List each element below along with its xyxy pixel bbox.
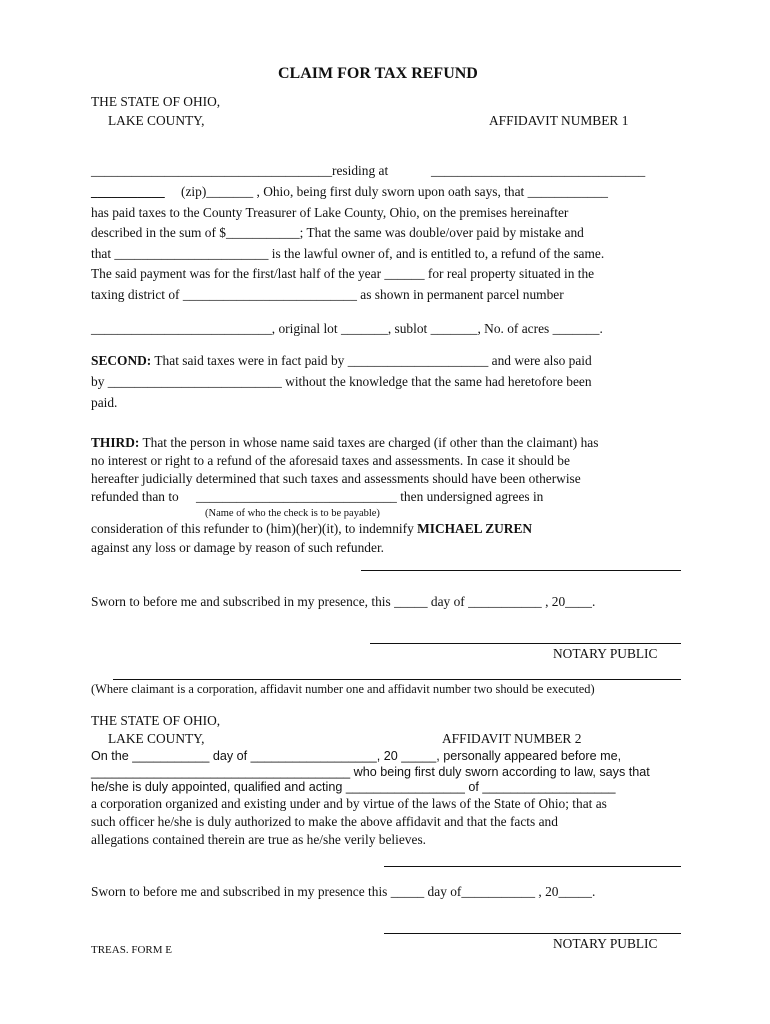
form-footer: TREAS. FORM E <box>91 944 172 956</box>
aff1-line-1b: ________________________________ <box>431 163 646 178</box>
aff1-line-2a: ___________ <box>91 184 165 199</box>
aff1-county: LAKE COUNTY, <box>108 113 205 128</box>
aff2-notary: NOTARY PUBLIC <box>553 936 658 951</box>
third-line-4b: ______________________________ then undersigned agrees in <box>196 489 544 504</box>
second-line-3: paid. <box>91 395 118 410</box>
aff2-line-6: allegations contained therein are true as he/she verily believes. <box>91 832 427 847</box>
aff2-line-5: such officer he/she is duly authorized to make the above affidavit and that the facts and <box>91 814 558 829</box>
aff2-line-1: On the ___________ day of __________________, 20 _____, personally appeared before me, <box>91 749 622 763</box>
aff1-line-7: taxing district of __________________________ as shown in permanent parcel number <box>91 287 564 302</box>
third-line-4a: refunded than to <box>91 489 179 504</box>
aff2-county: LAKE COUNTY, <box>108 731 205 746</box>
third-line-1 <box>91 435 598 451</box>
aff2-number: AFFIDAVIT NUMBER 2 <box>442 731 582 746</box>
aff2-signature-line <box>384 866 681 867</box>
corporation-note: (Where claimant is a corporation, affidavit number one and affidavit number two should be executed) <box>91 682 595 696</box>
section-divider <box>113 679 681 680</box>
aff1-number: AFFIDAVIT NUMBER 1 <box>489 113 629 128</box>
third-line-2: no interest or right to a refund of the aforesaid taxes and assessments. In case it should be <box>91 453 570 468</box>
second-heading: SECOND: <box>91 353 152 368</box>
aff1-line-3: has paid taxes to the County Treasurer of Lake County, Ohio, on the premises hereinafter <box>91 205 569 220</box>
aff1-state: THE STATE OF OHIO, <box>91 94 221 109</box>
aff1-line-8: ___________________________, original lot _______, sublot _______, No. of acres _______. <box>91 321 603 336</box>
second-text-1: That said taxes were in fact paid by _____________________ and were also paid <box>151 353 592 368</box>
second-line-2: by __________________________ without the knowledge that the same had heretofore been <box>91 374 592 389</box>
second-line-1 <box>91 353 592 369</box>
aff1-line-2b: (zip)_______ , Ohio, being first duly sworn upon oath says, that ____________ <box>181 184 608 199</box>
aff2-sworn: Sworn to before me and subscribed in my presence this _____ day of___________ , 20_____. <box>91 884 596 899</box>
claimant-signature-line <box>361 570 681 571</box>
notary-signature-line-2 <box>384 933 681 934</box>
aff1-line-5: that _______________________ is the lawful owner of, and is entitled to, a refund of the same. <box>91 246 605 261</box>
third-text-5: consideration of this refunder to (him)(her)(it), to indemnify <box>91 521 418 536</box>
payable-note: (Name of who the check is to be payable) <box>205 508 380 519</box>
aff1-line-4: described in the sum of $___________; That the same was double/over paid by mistake and <box>91 225 584 240</box>
third-heading: THIRD: <box>91 435 140 450</box>
indemnify-name: MICHAEL ZUREN <box>417 521 533 536</box>
third-line-3: hereafter judicially determined that such taxes and assessments should have been otherwise <box>91 471 581 486</box>
aff2-line-3: he/she is duly appointed, qualified and acting _________________ of ___________________ <box>91 780 616 794</box>
form-title: CLAIM FOR TAX REFUND <box>278 65 478 82</box>
aff1-notary: NOTARY PUBLIC <box>553 646 658 661</box>
aff2-line-4: a corporation organized and existing under and by virtue of the laws of the State of Ohio; that as <box>91 796 607 811</box>
aff2-line-2: _____________________________________ who being first duly sworn according to law, says that <box>91 765 650 779</box>
aff2-state: THE STATE OF OHIO, <box>91 713 221 728</box>
third-line-6: against any loss or damage by reason of such refunder. <box>91 540 385 555</box>
third-line-5 <box>91 521 532 537</box>
third-text-1: That the person in whose name said taxes are charged (if other than the claimant) has <box>139 435 599 450</box>
aff1-sworn: Sworn to before me and subscribed in my presence, this _____ day of ___________ , 20____. <box>91 594 596 609</box>
aff1-line-1a: ____________________________________residing at <box>91 163 389 178</box>
aff1-line-6: The said payment was for the first/last half of the year ______ for real property situated in the <box>91 266 595 281</box>
notary-signature-line-1 <box>370 643 681 644</box>
